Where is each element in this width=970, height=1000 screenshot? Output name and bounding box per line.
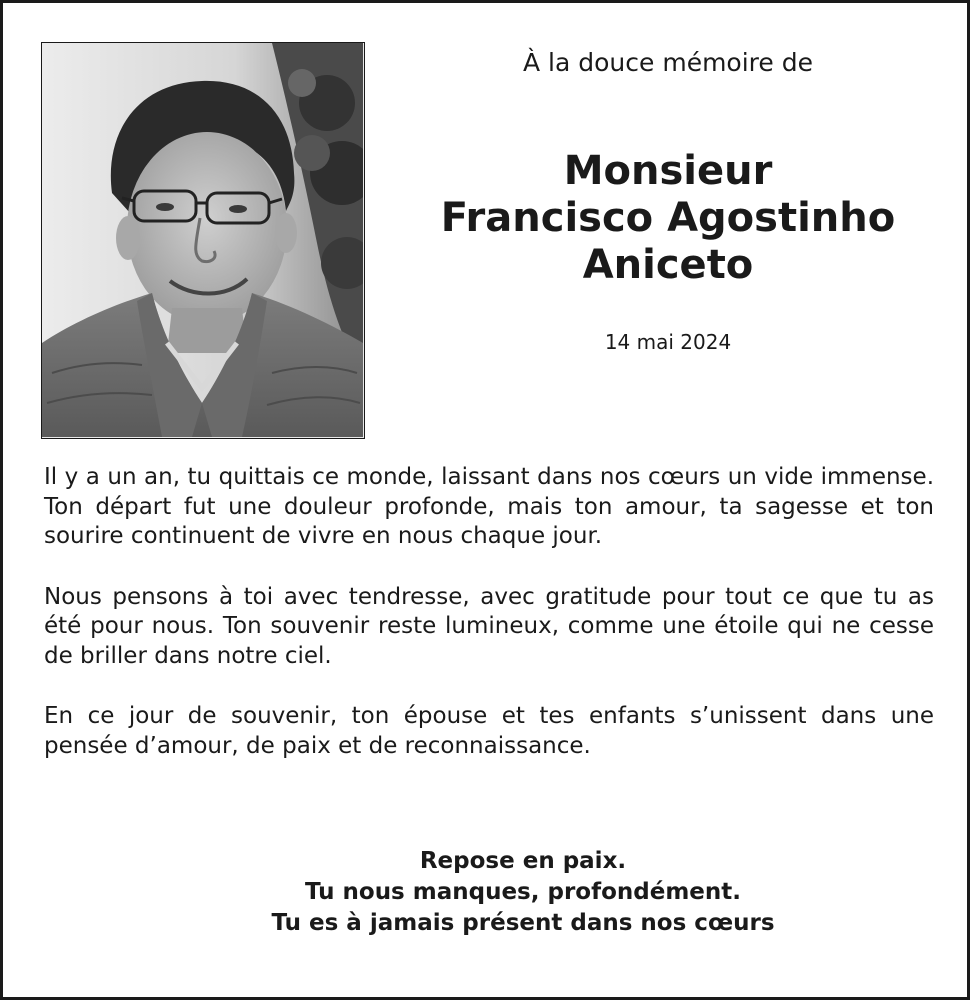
closing-lines bbox=[173, 846, 873, 939]
tribute-text bbox=[44, 463, 934, 792]
portrait-photo bbox=[41, 42, 365, 439]
closing-line: Tu es à jamais présent dans nos cœurs bbox=[271, 910, 775, 936]
name-line-1: Francisco Agostinho bbox=[440, 195, 896, 241]
death-date: 14 mai 2024 bbox=[604, 330, 732, 354]
name-line-2: Aniceto bbox=[582, 242, 754, 288]
closing-line: Tu nous manques, profondément. bbox=[304, 879, 742, 905]
honorific: Monsieur bbox=[563, 148, 773, 194]
tribute-paragraph: Nous pensons à toi avec tendresse, avec gratitude pour tout ce que tu as été pour nous. Ton souvenir reste lumineux, comme une étoile qui ne cesse de briller dans notre ciel. bbox=[44, 583, 934, 669]
tribute-paragraph: En ce jour de souvenir, ton épouse et tes enfants s’unissent dans une pensée d’amour, de paix et de reconnaissance. bbox=[44, 703, 934, 759]
closing-line: Repose en paix. bbox=[419, 848, 627, 874]
intro-text: À la douce mémoire de bbox=[523, 48, 813, 77]
tribute-paragraph: Il y a un an, tu quittais ce monde, laissant dans nos cœurs un vide immense. Ton départ fut une douleur profonde, mais ton amour, ta sagesse et ton sourire continuent de vivre en nous chaque jour. bbox=[44, 464, 934, 549]
notice-header bbox=[373, 43, 963, 357]
deceased-name bbox=[373, 148, 963, 289]
